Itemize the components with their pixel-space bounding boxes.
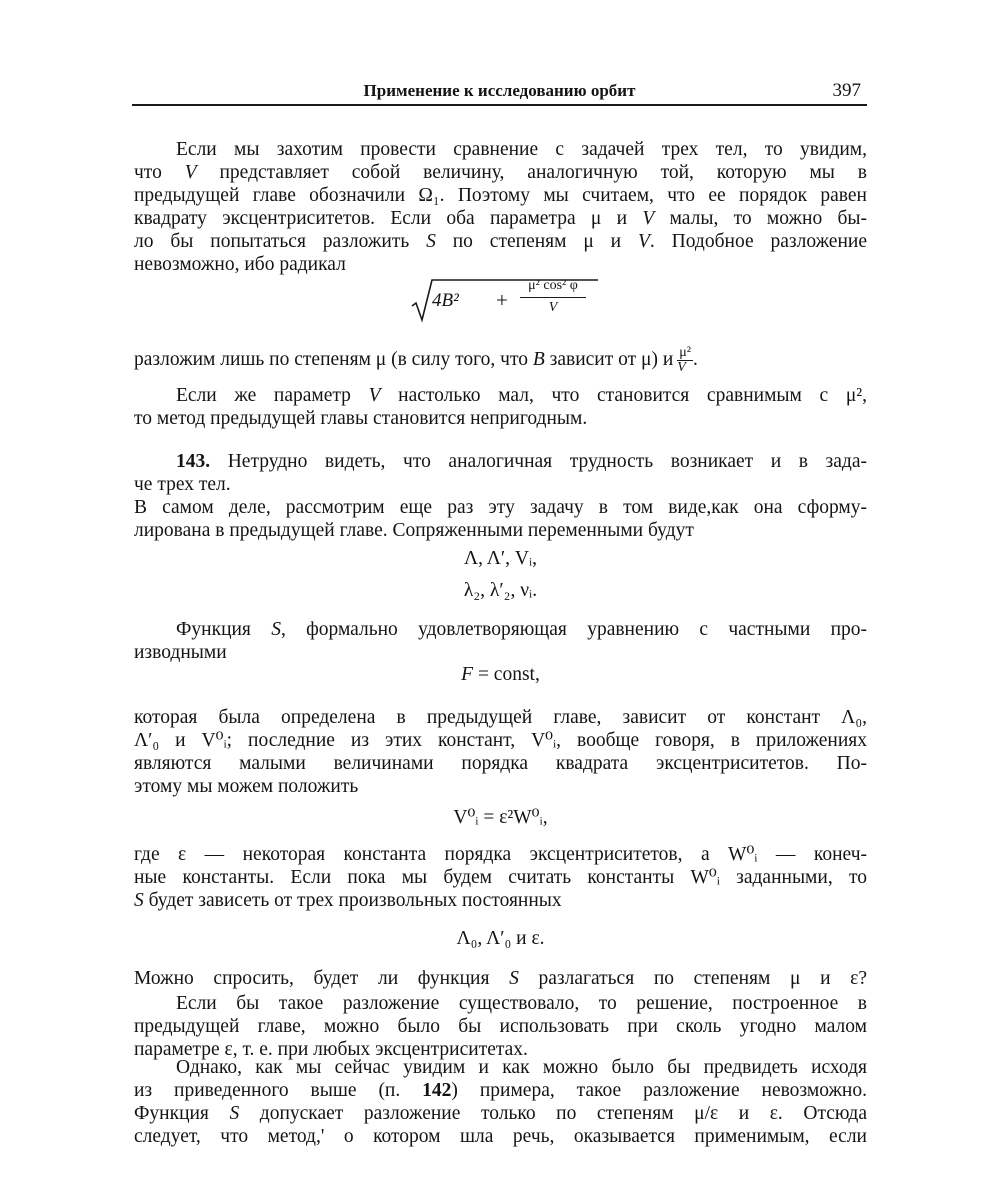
- text-line: из приведенного выше (п. 142) примера, такое разложение невозможно.: [134, 1080, 867, 1101]
- text-line: разложим лишь по степеням μ (в силу того, что B зависит от μ) и $\frac{\text{μ²}}{V}$ .: [134, 345, 698, 376]
- variables-row: Λ, Λ′, Vᵢ,: [463, 548, 538, 569]
- text-line: что V представляет собой величину, аналогичную той, которую мы в: [134, 162, 867, 183]
- equation-v-epsilon: [134, 806, 867, 829]
- text-line: S будет зависеть от трех произвольных постоянных: [134, 890, 562, 911]
- section-143: [134, 450, 867, 542]
- text-line: которая была определена в предыдущей главе, зависит от констант Λ₀,: [134, 707, 867, 728]
- variables-row: λ₂, λ′₂, νᵢ.: [463, 580, 538, 601]
- paragraph-function-s: [134, 618, 867, 664]
- text-line: то метод предыдущей главы становится непригодным.: [134, 408, 588, 429]
- text-line: где ε — некоторая константа порядка эксцентриситетов, а W⁰ᵢ — конеч-: [134, 844, 867, 865]
- text-line: Если мы захотим провести сравнение с задачей трех тел, то увидим,: [176, 139, 867, 160]
- radical-plus: +: [496, 288, 508, 312]
- radical-numerator: μ² cos² φ: [528, 278, 578, 293]
- equation: V⁰ᵢ = ε²W⁰ᵢ,: [453, 807, 548, 828]
- radical-formula: [410, 276, 600, 324]
- running-head: [132, 80, 867, 106]
- conjugate-variables: [134, 545, 867, 602]
- radical-term: 4B²: [432, 290, 459, 311]
- text-line: Если же параметр V настолько мал, что становится сравнимым с μ²,: [176, 385, 867, 406]
- mu-over-v-fraction: $\frac{\text{μ²}}{V}$: [677, 345, 691, 376]
- text-line: Функция S допускает разложение только по степеням μ/ε и ε. Отсюда: [134, 1103, 868, 1124]
- radical-denominator: V: [548, 300, 558, 315]
- text-line: невозможно, ибо радикал: [134, 254, 346, 275]
- text-line: этому мы можем положить: [134, 776, 359, 797]
- text-line: изводными: [134, 642, 227, 663]
- paragraph-conclusion: [134, 1056, 867, 1148]
- radical-fraction-bar: [520, 297, 586, 298]
- equation-lambda-epsilon: [134, 927, 867, 950]
- text-line: предыдущей главе обозначили Ω₁. Поэтому мы считаем, что ее порядок равен: [134, 185, 867, 206]
- header-rule: [132, 104, 867, 106]
- equation-f-const: [134, 663, 867, 686]
- text-line: являются малыми величинами порядка квадрата эксцентриситетов. По-: [134, 753, 867, 774]
- text-line: В самом деле, рассмотрим еще раз эту задачу в том виде,как она сформу-: [134, 497, 867, 518]
- equation: Λ₀, Λ′₀ и ε.: [456, 928, 545, 949]
- text-line: Λ′₀ и V⁰ᵢ; последние из этих констант, V⁰ᵢ, вообще говоря, в приложениях: [134, 730, 867, 751]
- text-line: 143. Нетрудно видеть, что аналогичная трудность возникает и в зада-: [176, 451, 867, 472]
- paragraph-small-v: [134, 384, 867, 430]
- paragraph-comparison: [134, 138, 867, 276]
- page-number: 397: [832, 80, 861, 101]
- text-line: следует, что метод,' о котором шла речь, оказывается применимым, если: [134, 1126, 867, 1147]
- text-line: квадрату эксцентриситетов. Если оба параметра μ и V малы, то можно бы-: [134, 208, 867, 229]
- text-line: лирована в предыдущей главе. Сопряженными переменными будут: [134, 520, 694, 541]
- text-line: Однако, как мы сейчас увидим и как можно было бы предвидеть исходя: [176, 1057, 867, 1078]
- paragraph-epsilon: [134, 843, 867, 912]
- text-line: Если бы такое разложение существовало, то решение, построенное в: [176, 993, 867, 1014]
- section-number: 143.: [176, 451, 211, 472]
- equation: F = const,: [461, 664, 540, 685]
- paragraph-constants: [134, 706, 867, 798]
- text-line: Функция S, формально удовлетворяющая уравнению с частными про-: [176, 619, 867, 640]
- text-line: параметре ε, т. е. при любых эксцентриситетах.: [134, 1039, 528, 1060]
- text-line: ло бы попытаться разложить S по степеням μ и V. Подобное разложение: [134, 231, 867, 252]
- text-line: ные константы. Если пока мы будем считать константы W⁰ᵢ заданными, то: [134, 867, 867, 888]
- text-line: Можно спросить, будет ли функция S разлагаться по степеням μ и ε?: [134, 968, 867, 989]
- running-title: Применение к исследованию орбит: [363, 81, 636, 100]
- paragraph-question: [134, 967, 867, 990]
- text-line: предыдущей главе, можно было бы использовать при сколь угодно малом: [134, 1016, 867, 1037]
- paragraph-expansion-existence: [134, 992, 867, 1061]
- text-line: че трех тел.: [134, 474, 231, 495]
- paragraph-expansion: [134, 342, 867, 378]
